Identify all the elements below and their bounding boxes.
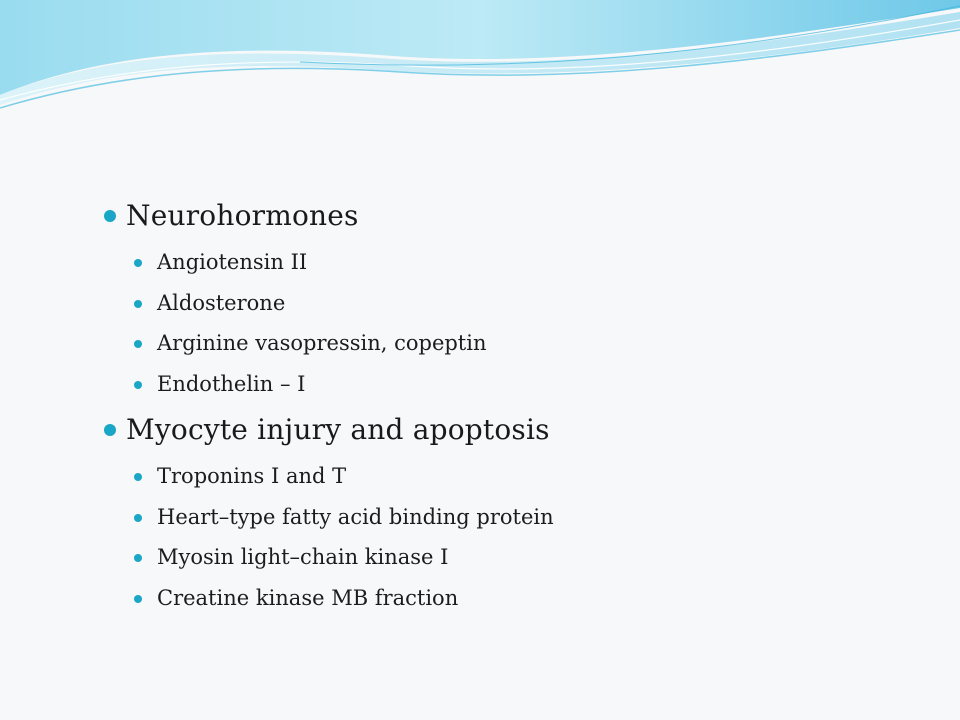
bullet-dot-icon [134, 473, 142, 481]
sub-item-text: Aldosterone [157, 290, 286, 315]
bullet-dot-icon [134, 595, 142, 603]
sub-list-item [134, 364, 904, 405]
bullet-dot-icon [134, 300, 142, 308]
sub-item-text: Heart–type fatty acid binding protein [157, 504, 554, 529]
bullet-dot-icon [134, 554, 142, 562]
sub-list-item [134, 456, 904, 497]
list-heading: Myocyte injury and apoptosis [126, 413, 550, 446]
bullet-dot-icon [134, 259, 142, 267]
sub-list-item [134, 242, 904, 283]
list-item-neurohormones [104, 190, 904, 404]
sub-list-item [134, 497, 904, 538]
bullet-dot-icon [104, 210, 116, 222]
bullet-dot-icon [134, 340, 142, 348]
sub-list [134, 242, 904, 404]
sub-list-item [134, 323, 904, 364]
sub-item-text: Arginine vasopressin, copeptin [157, 331, 487, 355]
bullet-list [104, 190, 904, 618]
bullet-dot-icon [134, 514, 142, 522]
list-heading: Neurohormones [126, 199, 359, 232]
bullet-dot-icon [134, 381, 142, 389]
sub-list-item [134, 283, 904, 324]
sub-list [134, 456, 904, 618]
sub-item-text: Troponins I and T [157, 464, 347, 488]
slide-content [104, 190, 904, 618]
sub-item-text: Endothelin – I [157, 371, 306, 396]
sub-item-text: Myosin light–chain kinase I [157, 545, 449, 569]
sub-list-item [134, 578, 904, 619]
sub-item-text: Angiotensin II [157, 250, 308, 274]
sub-list-item [134, 537, 904, 578]
list-item-myocyte-injury [104, 404, 904, 618]
bullet-dot-icon [104, 424, 116, 436]
decorative-wave-header [0, 0, 960, 130]
sub-item-text: Creatine kinase MB fraction [157, 585, 459, 610]
